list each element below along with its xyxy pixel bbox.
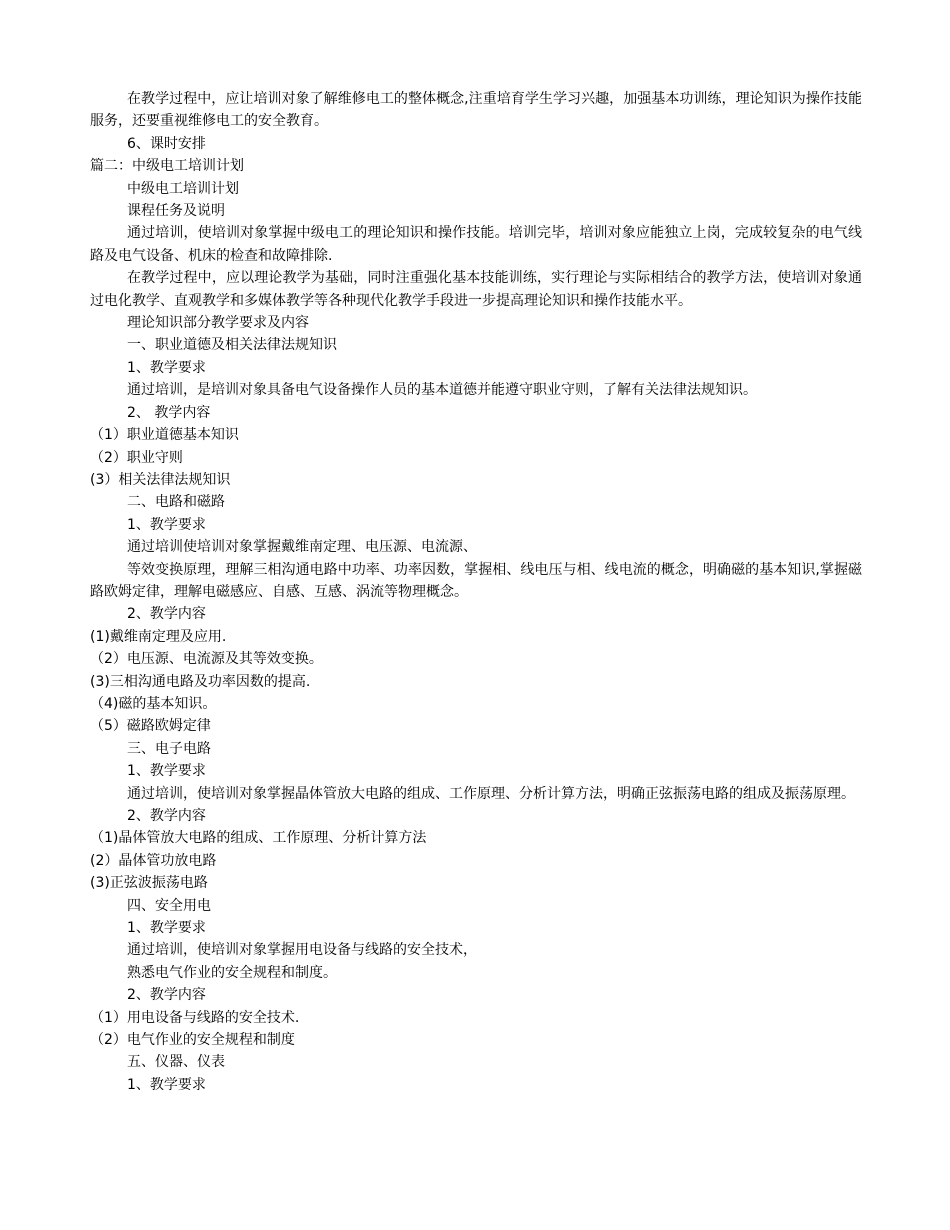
subheading: 1、教学要求 bbox=[127, 763, 206, 780]
list-item: （4)磁的基本知识。 bbox=[90, 695, 217, 712]
subheading: 1、教学要求 bbox=[127, 1076, 206, 1093]
list-item: （2）职业守则 bbox=[90, 449, 183, 466]
subheading: 2、教学内容 bbox=[127, 808, 206, 824]
subheading: 1、教学要求 bbox=[127, 359, 206, 376]
paragraph: 通过培训，使培训对象掌握晶体管放大电路的组成、工作原理、分析计算方法，明确正弦振荡电路的组成及振荡原理。 bbox=[127, 785, 855, 802]
section-heading: 篇二：中级电工培训计划 bbox=[90, 158, 244, 175]
paragraph: 课程任务及说明 bbox=[127, 203, 225, 220]
list-item: （1）职业道德基本知识 bbox=[90, 427, 239, 444]
paragraph: 熟悉电气作业的安全规程和制度。 bbox=[127, 964, 337, 981]
section-heading: 二、电路和磁路 bbox=[127, 494, 225, 511]
paragraph: 通过培训，是培训对象具备电气设备操作人员的基本道德并能遵守职业守则，了解有关法律法规知识。 bbox=[127, 382, 757, 399]
document-body bbox=[90, 88, 862, 1096]
list-item: （5）磁路欧姆定律 bbox=[90, 718, 211, 735]
subheading: 2、教学内容 bbox=[127, 606, 206, 623]
subheading: 2、 教学内容 bbox=[127, 404, 211, 421]
list-item: (2）晶体管功放电路 bbox=[90, 852, 217, 869]
paragraph: 在教学过程中，应让培训对象了解维修电工的整体概念,注重培育学生学习兴趣，加强基本功训练，理论知识为操作技能服务，还要重视维修电工的安全教育。 bbox=[90, 91, 862, 130]
subheading: 2、教学内容 bbox=[127, 987, 206, 1004]
list-item: （2）电气作业的安全规程和制度 bbox=[90, 1032, 295, 1049]
list-item: （1）用电设备与线路的安全技术. bbox=[90, 1009, 300, 1026]
list-item: (1)戴维南定理及应用. bbox=[90, 628, 227, 645]
paragraph: 在教学过程中，应以理论教学为基础，同时注重强化基本技能训练，实行理论与实际相结合的教学方法，使培训对象通过电化教学、直观教学和多媒体教学等各种现代化教学手段进一步提高理论知识和操作技能水平。 bbox=[90, 270, 862, 309]
section-heading: 四、安全用电 bbox=[127, 897, 211, 914]
section-heading: 三、电子电路 bbox=[127, 740, 211, 757]
paragraph: 通过培训，使培训对象掌握中级电工的理论知识和操作技能。培训完毕，培训对象应能独立上岗，完成较复杂的电气线路及电气设备、机床的检查和故障排除. bbox=[90, 225, 862, 264]
paragraph: 通过培训使培训对象掌握戴维南定理、电压源、电流源、 bbox=[127, 539, 477, 556]
subheading: 1、教学要求 bbox=[127, 516, 206, 533]
section-heading: 五、仪器、仪表 bbox=[127, 1054, 225, 1071]
paragraph: 通过培训，使培训对象掌握用电设备与线路的安全技术， bbox=[127, 942, 477, 959]
list-item: (3)三相沟通电路及功率因数的提高. bbox=[90, 673, 311, 690]
list-item: （1)晶体管放大电路的组成、工作原理、分析计算方法 bbox=[90, 830, 427, 847]
subheading: 1、教学要求 bbox=[127, 920, 206, 937]
list-item: （2）电压源、电流源及其等效变换。 bbox=[90, 651, 323, 668]
list-item: (3)正弦波振荡电路 bbox=[90, 875, 208, 892]
paragraph: 理论知识部分教学要求及内容 bbox=[127, 315, 309, 332]
document-title: 中级电工培训计划 bbox=[127, 180, 239, 197]
paragraph: 6、课时安排 bbox=[127, 135, 206, 152]
paragraph: 等效变换原理，理解三相沟通电路中功率、功率因数，掌握相、线电压与相、线电流的概念，明确磁的基本知识,掌握磁路欧姆定律，理解电磁感应、自感、互感、涡流等物理概念。 bbox=[90, 561, 862, 600]
section-heading: 一、职业道德及相关法律法规知识 bbox=[127, 337, 337, 354]
list-item: (3）相关法律法规知识 bbox=[90, 471, 231, 488]
